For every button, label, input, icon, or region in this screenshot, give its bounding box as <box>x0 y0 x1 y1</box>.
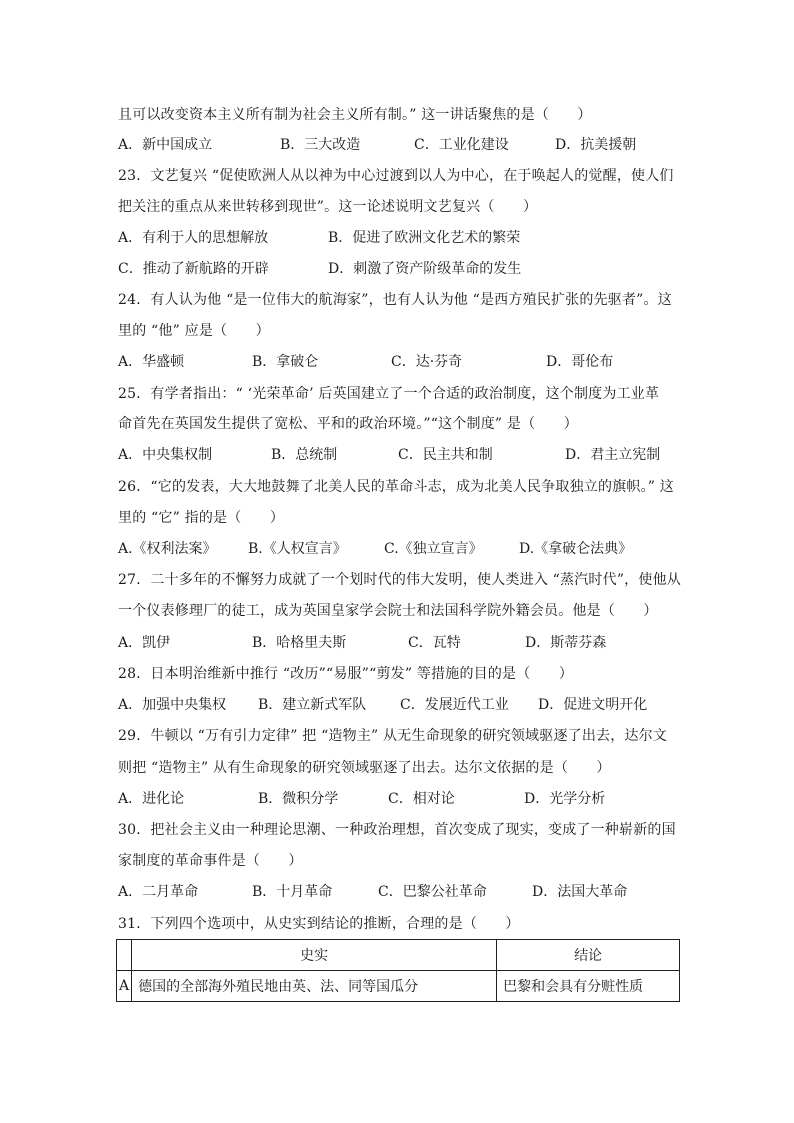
q28-option-d[interactable]: D．促进文明开化 <box>538 697 648 713</box>
q24-option-d[interactable]: D．哥伦布 <box>546 354 614 370</box>
q28-option-c[interactable]: C．发展近代工业 <box>400 697 509 713</box>
q31-stem: 31．下列四个选项中，从史实到结论的推断，合理的是（ ） <box>118 916 520 932</box>
q24-options <box>118 353 698 371</box>
q30-option-b[interactable]: B．十月革命 <box>252 884 333 900</box>
q27-stem-line1: 27．二十多年的不懈努力成就了一个划时代的伟大发明，使人类进入 “蒸汽时代”，使他从 <box>118 572 681 588</box>
q24-stem-line1: 24．有人认为他 “是一位伟大的航海家”，也有人认为他 “是西方殖民扩张的先驱者”。这 <box>118 292 672 308</box>
q27-options <box>118 634 698 652</box>
q30-stem-line2: 家制度的革命事件是（ ） <box>118 853 303 869</box>
q30-option-c[interactable]: C．巴黎公社革命 <box>378 884 487 900</box>
q24-option-a[interactable]: A．华盛顿 <box>118 354 185 370</box>
q24-option-c[interactable]: C．达·芬奇 <box>391 354 463 370</box>
q25-stem-line2: 命首先在英国发生提供了宽松、平和的政治环境。”“这个制度” 是（ ） <box>118 416 578 432</box>
q29-option-c[interactable]: C．相对论 <box>388 791 455 807</box>
table-header-row <box>117 940 680 971</box>
q22-options <box>118 136 698 154</box>
q23-options-row1 <box>118 229 698 247</box>
q29-option-a[interactable]: A．进化论 <box>118 791 185 807</box>
table-header-label <box>117 940 132 971</box>
q27-option-c[interactable]: C．瓦特 <box>408 635 461 651</box>
q22-stem-tail: 且可以改变资本主义所有制为社会主义所有制。” 这一讲话聚焦的是（ ） <box>118 107 592 123</box>
q28-option-a[interactable]: A．加强中央集权 <box>118 697 227 713</box>
table-row-conclusion: 巴黎和会具有分赃性质 <box>497 971 680 1002</box>
q29-stem-line1: 29．牛顿以 “万有引力定律” 把 “造物主” 从无生命现象的研究领域驱逐了出去，达尔文 <box>118 728 668 744</box>
q26-options <box>118 540 698 558</box>
q25-option-a[interactable]: A．中央集权制 <box>118 447 213 463</box>
q25-stem-line1: 25．有学者指出：“ ‘光荣革命’ 后英国建立了一个合适的政治制度，这个制度为工业革 <box>118 386 660 402</box>
q22-option-a[interactable]: A．新中国成立 <box>118 137 213 153</box>
q27-option-a[interactable]: A．凯伊 <box>118 635 171 651</box>
q29-options <box>118 790 698 808</box>
q27-option-d[interactable]: D．斯蒂芬森 <box>525 635 607 651</box>
q29-stem-line2: 则把 “造物主” 从有生命现象的研究领域驱逐了出去。达尔文依据的是（ ） <box>118 760 611 776</box>
q31-table <box>116 939 680 1002</box>
q24-option-b[interactable]: B．拿破仑 <box>252 354 319 370</box>
q29-option-d[interactable]: D．光学分析 <box>524 791 606 807</box>
q22-option-c[interactable]: C．工业化建设 <box>414 137 509 153</box>
q25-option-d[interactable]: D．君主立宪制 <box>565 447 661 463</box>
q26-option-c[interactable]: C.《独立宣言》 <box>384 541 483 557</box>
q25-option-c[interactable]: C．民主共和制 <box>398 447 493 463</box>
table-header-conclusion: 结论 <box>497 940 680 971</box>
q26-option-b[interactable]: B.《人权宣言》 <box>248 541 347 557</box>
q27-stem-line2: 一个仪表修理厂的徒工，成为英国皇家学会院士和法国科学院外籍会员。他是（ ） <box>118 603 658 619</box>
q28-option-b[interactable]: B．建立新式军队 <box>258 697 367 713</box>
q30-stem-line1: 30．把社会主义由一种理论思潮、一种政治理想，首次变成了现实，变成了一种崭新的国 <box>118 822 676 838</box>
q24-stem-line2: 里的 “他” 应是（ ） <box>118 323 270 339</box>
table-row-fact: 德国的全部海外殖民地由英、法、同等国瓜分 <box>132 971 497 1002</box>
q23-option-d[interactable]: D．刺激了资产阶级革命的发生 <box>328 261 522 277</box>
q28-options <box>118 696 698 714</box>
q25-option-b[interactable]: B．总统制 <box>271 447 338 463</box>
q23-option-a[interactable]: A．有利于人的思想解放 <box>118 230 269 246</box>
q28-stem: 28．日本明治维新中推行 “改历”“易服”“剪发” 等措施的目的是（ ） <box>118 666 574 682</box>
q23-stem-line2: 把关注的重点从来世转移到现世”。这一论述说明文艺复兴（ ） <box>118 199 538 215</box>
q30-option-a[interactable]: A．二月革命 <box>118 884 199 900</box>
q30-option-d[interactable]: D．法国大革命 <box>532 884 628 900</box>
table-header-fact: 史实 <box>132 940 497 971</box>
q22-option-d[interactable]: D．抗美援朝 <box>555 137 637 153</box>
q26-stem-line2: 里的 “它” 指的是（ ） <box>118 510 285 526</box>
q29-option-b[interactable]: B．微积分学 <box>258 791 339 807</box>
q23-option-c[interactable]: C．推动了新航路的开辟 <box>118 261 269 277</box>
q23-stem-line1: 23．文艺复兴 “促使欧洲人从以神为中心过渡到以人为中心，在于唤起人的觉醒，使人们 <box>118 168 674 184</box>
q26-option-a[interactable]: A.《权利法案》 <box>118 541 217 557</box>
table-row-label: A <box>117 971 132 1002</box>
q25-options <box>118 446 698 464</box>
q30-options <box>118 883 698 901</box>
q26-option-d[interactable]: D.《拿破仑法典》 <box>519 541 633 557</box>
table-row[interactable] <box>117 971 680 1002</box>
q26-stem-line1: 26．“它的发表，大大地鼓舞了北美人民的革命斗志，成为北美人民争取独立的旗帜。” 这 <box>118 479 674 495</box>
q23-option-b[interactable]: B．促进了欧洲文化艺术的繁荣 <box>328 230 521 246</box>
q22-option-b[interactable]: B．三大改造 <box>280 137 361 153</box>
q27-option-b[interactable]: B．哈格里夫斯 <box>252 635 347 651</box>
q23-options-row2 <box>118 260 698 278</box>
